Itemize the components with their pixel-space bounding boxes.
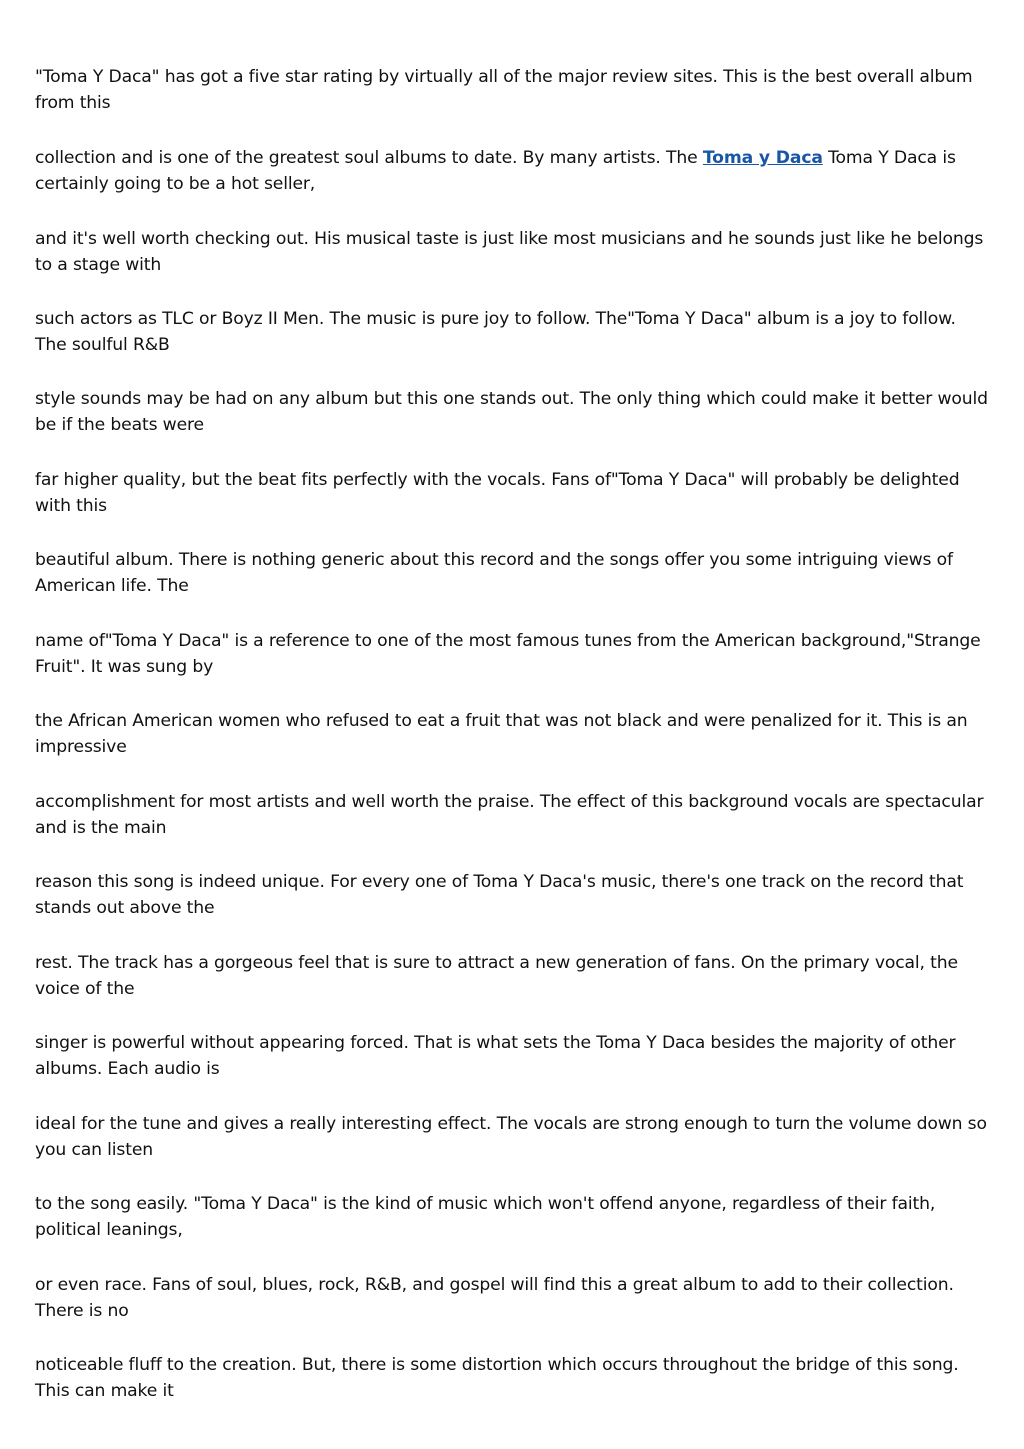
paragraph-7: beautiful album. There is nothing generic about this record and the songs offer you some intriguing views of American life. The [35, 550, 953, 596]
paragraph-2-text-after: Toma Y Daca is certainly going to be a hot seller, [35, 148, 956, 194]
paragraph-11: reason this song is indeed unique. For every one of Toma Y Daca's music, there's one track on the record that stands out above the [35, 872, 964, 918]
paragraph-9: the African American women who refused to eat a fruit that was not black and were penalized for it. This is an impressive [35, 711, 968, 757]
paragraph-3: and it's well worth checking out. His musical taste is just like most musicians and he sounds just like he belongs to a stage with [35, 229, 984, 275]
paragraph-2-text-before: collection and is one of the greatest soul albums to date. By many artists. The [35, 148, 703, 168]
paragraph-6: far higher quality, but the beat fits perfectly with the vocals. Fans of"Toma Y Daca" will probably be delighted with this [35, 470, 960, 516]
paragraph-16: or even race. Fans of soul, blues, rock, R&B, and gospel will find this a great album to add to their collection. There is no [35, 1275, 954, 1321]
paragraph-4: such actors as TLC or Boyz II Men. The music is pure joy to follow. The"Toma Y Daca" album is a joy to follow. The soulful R&B [35, 309, 956, 355]
paragraph-17: noticeable fluff to the creation. But, there is some distortion which occurs throughout the bridge of this song. This can make it [35, 1355, 959, 1401]
paragraph-13: singer is powerful without appearing forced. That is what sets the Toma Y Daca besides the majority of other albums. Each audio is [35, 1033, 956, 1079]
toma-y-daca-link[interactable]: Toma y Daca [702, 148, 823, 168]
paragraph-10: accomplishment for most artists and well worth the praise. The effect of this background vocals are spectacular and is the main [35, 792, 984, 838]
paragraph-15: to the song easily. "Toma Y Daca" is the kind of music which won't offend anyone, regardless of their faith, political leanings, [35, 1194, 936, 1240]
paragraph-14: ideal for the tune and gives a really interesting effect. The vocals are strong enough to turn the volume down so you can listen [35, 1114, 987, 1160]
paragraph-2 [35, 145, 990, 197]
paragraph-8: name of"Toma Y Daca" is a reference to one of the most famous tunes from the American background,"Strange Fruit". It was sung by [35, 631, 981, 677]
paragraph-12: rest. The track has a gorgeous feel that is sure to attract a new generation of fans. On the primary vocal, the voice of the [35, 953, 958, 999]
paragraph-1: "Toma Y Daca" has got a five star rating by virtually all of the major review sites. This is the best overall album from this [35, 67, 973, 113]
paragraph-5: style sounds may be had on any album but this one stands out. The only thing which could make it better would be if the beats were [35, 389, 988, 435]
